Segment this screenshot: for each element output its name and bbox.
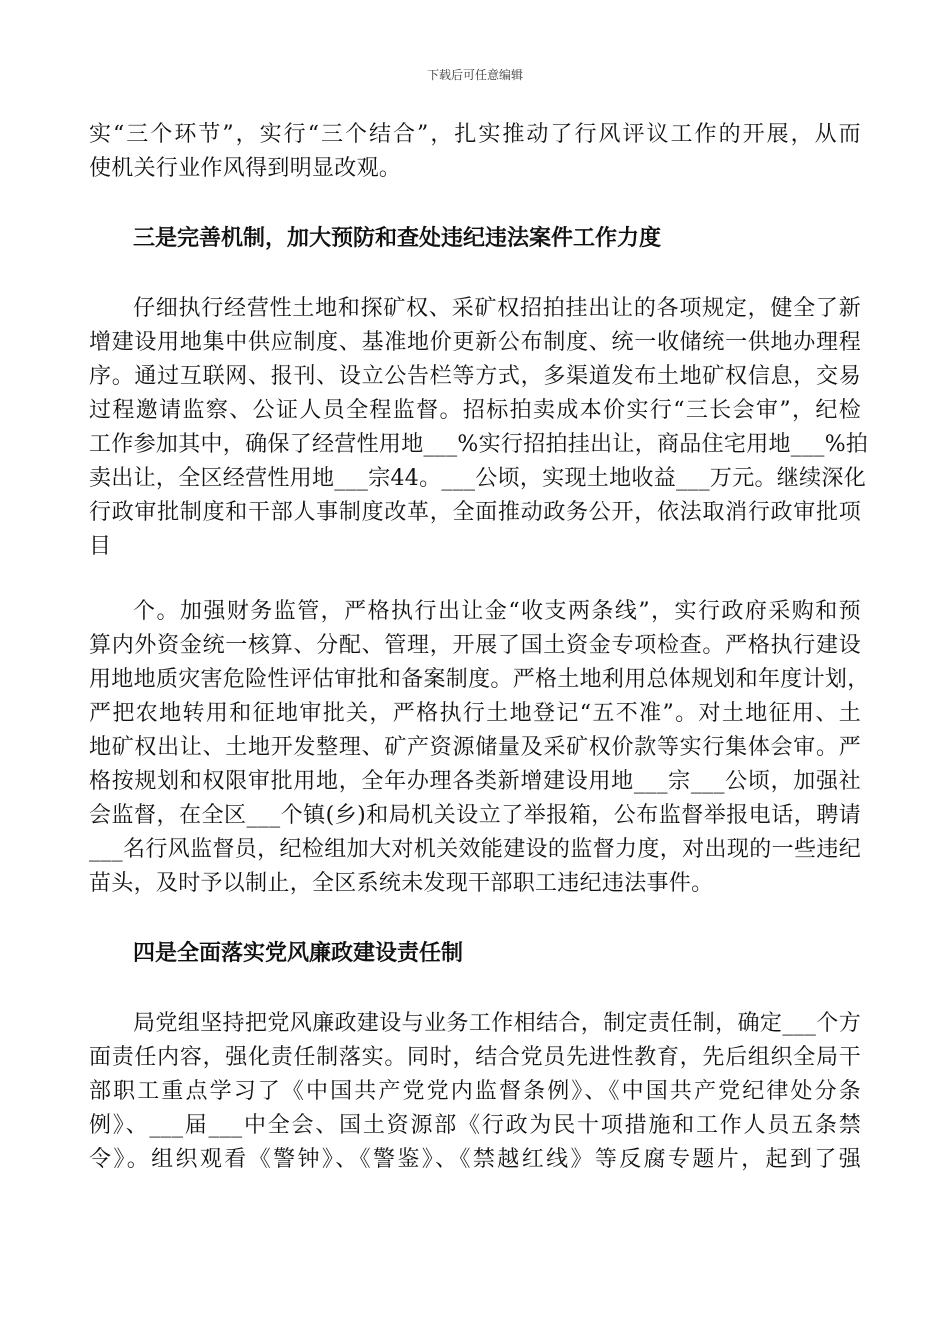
header-note: 下载后可任意编辑 [426, 68, 523, 82]
text-line: 算内外资金统一核算、分配、管理，开展了国土资金专项检查。严格执行建设 [89, 633, 861, 658]
text-line: 目 [89, 534, 112, 559]
text-line: 行政审批制度和干部人事制度改革，全面推动政务公开，依法取消行政审批项 [89, 500, 861, 525]
text-line: 令》。组织观看《警钟》、《警鉴》、《禁越红线》等反腐专题片，起到了强 [89, 1147, 861, 1172]
text-line: ___名行风监督员，纪检组加大对机关效能建设的监督力度，对出现的一些违纪 [89, 837, 861, 862]
text-line: 卖出让，全区经营性用地___宗44。___公顷，实现土地收益___万元。继续深化 [89, 466, 866, 491]
text-line: 工作参加其中，确保了经营性用地___%实行招拍挂出让，商品住宅用地___%拍 [89, 432, 869, 457]
text-line: 地矿权出让、土地开发整理、矿产资源储量及采矿权价款等实行集体会审。严 [89, 735, 861, 760]
text-line: 过程邀请监察、公证人员全程监督。招标拍卖成本价实行“三长会审”，纪检 [89, 398, 861, 423]
text-line: 实“三个环节”，实行“三个结合”，扎实推动了行风评议工作的开展，从而 [89, 122, 861, 147]
paragraph [89, 595, 870, 901]
text-line: 例》、___届___中全会、国土资源部《行政为民十项措施和工作人员五条禁 [89, 1113, 861, 1138]
document-body [89, 118, 870, 1177]
text-line: 格按规划和权限审批用地，全年办理各类新增建设用地___宗___公顷，加强社 [89, 769, 861, 794]
text-line: 部职工重点学习了《中国共产党党内监督条例》、《中国共产党纪律处分条 [89, 1079, 861, 1104]
section-heading: 四是全面落实党风廉政建设责任制 [133, 941, 464, 966]
paragraph [89, 292, 869, 564]
text-line: 严把农地转用和征地审批关，严格执行土地登记“五不准”。对土地征用、土 [89, 701, 861, 726]
text-line: 用地地质灾害危险性评估审批和备案制度。严格土地利用总体规划和年度计划， [89, 667, 870, 692]
text-line: 个。加强财务监管，严格执行出让金“收支两条线”，实行政府采购和预 [133, 599, 861, 624]
text-line: 仔细执行经营性土地和探矿权、采矿权招拍挂出让的各项规定，健全了新 [133, 296, 861, 321]
text-line: 会监督，在全区___个镇(乡)和局机关设立了举报箱，公布监督举报电话，聘请 [89, 803, 861, 828]
text-line: 序。通过互联网、报刊、设立公告栏等方式，多渠道发布土地矿权信息，交易 [89, 364, 861, 389]
text-line: 使机关行业作风得到明显改观。 [89, 156, 402, 181]
text-line: 局党组坚持把党风廉政建设与业务工作相结合，制定责任制，确定___个方 [133, 1011, 861, 1036]
text-line: 苗头，及时予以制止，全区系统未发现干部职工违纪违法事件。 [89, 871, 714, 896]
paragraph [89, 1007, 861, 1177]
text-line: 增建设用地集中供应制度、基准地价更新公布制度、统一收储统一供地办理程 [89, 330, 861, 355]
section-heading: 三是完善机制，加大预防和查处违纪违法案件工作力度 [133, 226, 662, 251]
paragraph [89, 118, 861, 186]
text-line: 面责任内容，强化责任制落实。同时，结合党员先进性教育，先后组织全局干 [89, 1045, 861, 1070]
